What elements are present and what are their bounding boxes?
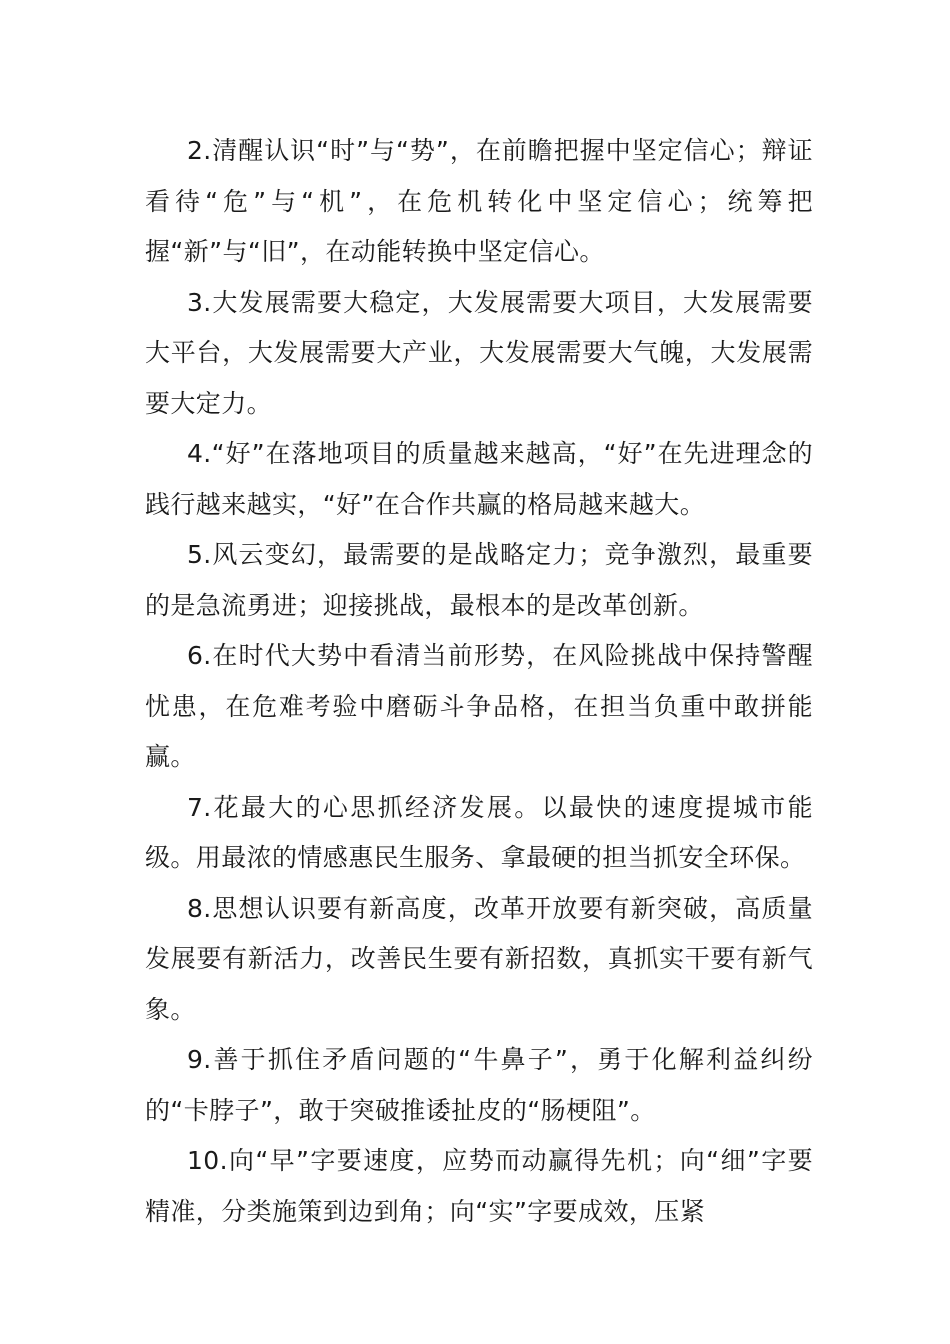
paragraph-8: 8.思想认识要有新高度，改革开放要有新突破，高质量发展要有新活力，改善民生要有新招数，真抓实干要有新气象。 xyxy=(145,893,813,1024)
paragraph-7: 7.花最大的心思抓经济发展。以最快的速度提城市能级。用最浓的情感惠民生服务、拿最硬的担当抓安全环保。 xyxy=(145,792,813,872)
paragraph-3: 3.大发展需要大稳定，大发展需要大项目，大发展需要大平台，大发展需要大产业，大发展需要大气魄，大发展需要大定力。 xyxy=(145,287,813,418)
paragraph-9: 9.善于抓住矛盾问题的“牛鼻子”，勇于化解利益纠纷的“卡脖子”，敢于突破推诿扯皮的“肠梗阻”。 xyxy=(145,1045,813,1125)
paragraph-6: 6.在时代大势中看清当前形势，在风险挑战中保持警醒忧患，在危难考验中磨砺斗争品格，在担当负重中敢拼能赢。 xyxy=(145,641,813,771)
paragraph-2: 2.清醒认识“时”与“势”，在前瞻把握中坚定信心；辩证看待“危”与“机”，在危机转化中坚定信心；统筹把握“新”与“旧”，在动能转换中坚定信心。 xyxy=(145,136,813,266)
paragraph-5: 5.风云变幻，最需要的是战略定力；竞争激烈，最重要的是急流勇进；迎接挑战，最根本的是改革创新。 xyxy=(145,540,813,620)
paragraph-10: 10.向“早”字要速度，应势而动赢得先机；向“细”字要精准，分类施策到边到角；向“实”字要成效，压紧 xyxy=(145,1146,813,1226)
document-body xyxy=(145,126,813,1237)
paragraph-4: 4.“好”在落地项目的质量越来越高，“好”在先进理念的践行越来越实，“好”在合作共赢的格局越来越大。 xyxy=(145,439,813,519)
